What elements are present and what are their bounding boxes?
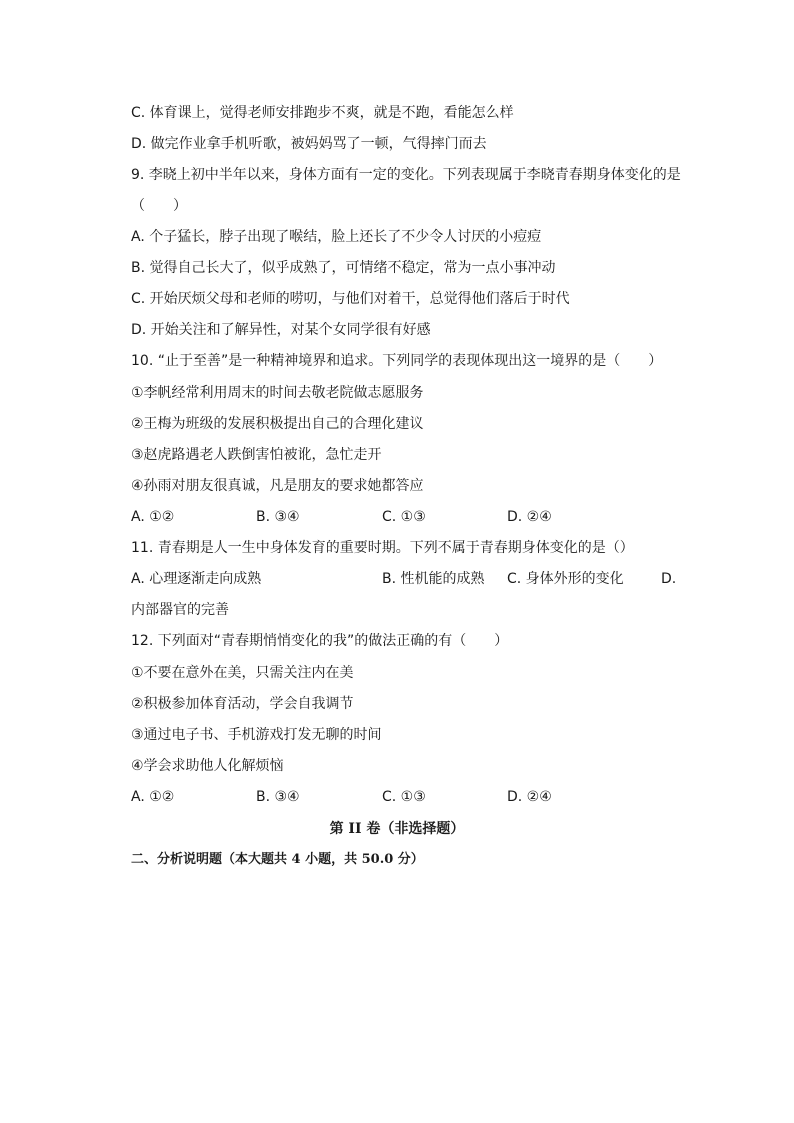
section-title: 第 II 卷（非选择题）: [329, 821, 465, 837]
question-12-option-a: A. ①②: [131, 789, 175, 805]
question-10-options: [131, 507, 691, 527]
question-10-statement-3: ③赵虎路遇老人跌倒害怕被讹，急忙走开: [131, 447, 382, 463]
question-11: 11. 青春期是人一生中身体发育的重要时期。下列不属于青春期身体变化的是（）: [131, 540, 634, 556]
question-12-option-d: D. ②④: [507, 789, 552, 805]
section-subtitle: 二、分析说明题（本大题共 4 小题，共 50.0 分）: [131, 852, 424, 867]
question-10-statement-2: ②王梅为班级的发展积极提出自己的合理化建议: [131, 416, 424, 432]
question-10-option-a: A. ①②: [131, 509, 175, 525]
question-10-option-b: B. ③④: [256, 509, 300, 525]
question-9-option-c: C. 开始厌烦父母和老师的唠叨，与他们对着干，总觉得他们落后于时代: [131, 291, 570, 307]
question-10: 10. “止于至善”是一种精神境界和追求。下列同学的表现体现出这一境界的是（ ）: [131, 353, 663, 369]
question-11-option-b: B. 性机能的成熟: [382, 571, 485, 587]
question-12-statement-4: ④学会求助他人化解烦恼: [131, 758, 284, 774]
question-11-option-d: D.: [661, 571, 677, 587]
question-9-option-a: A. 个子猛长，脖子出现了喉结，脸上还长了不少令人讨厌的小痘痘: [131, 229, 542, 245]
question-11-option-d-continued: 内部器官的完善: [131, 602, 229, 618]
question-12-options: [131, 787, 691, 807]
question-9-option-b: B. 觉得自己长大了，似乎成熟了，可情绪不稳定，常为一点小事冲动: [131, 260, 556, 276]
question-11-option-c: C. 身体外形的变化: [507, 571, 624, 587]
question-12-statement-1: ①不要在意外在美，只需关注内在美: [131, 665, 354, 681]
question-9-option-d: D. 开始关注和了解异性，对某个女同学很有好感: [131, 322, 431, 338]
question-10-statement-4: ④孙雨对朋友很真诚，凡是朋友的要求她都答应: [131, 478, 424, 494]
question-10-option-c: C. ①③: [382, 509, 426, 525]
question-12: 12. 下列面对“青春期悄悄变化的我”的做法正确的有（ ）: [131, 633, 509, 649]
question-10-option-d: D. ②④: [507, 509, 552, 525]
question-10-statement-1: ①李帆经常利用周末的时间去敬老院做志愿服务: [131, 385, 424, 401]
question-11-option-a: A. 心理逐渐走向成熟: [131, 571, 262, 587]
question-11-options: [131, 569, 691, 589]
question-12-statement-3: ③通过电子书、手机游戏打发无聊的时间: [131, 727, 382, 743]
option-c-prev: C. 体育课上，觉得老师安排跑步不爽，就是不跑，看能怎么样: [131, 105, 514, 121]
question-9: 9. 李晓上初中半年以来，身体方面有一定的变化。下列表现属于李晓青春期身体变化的是: [131, 167, 681, 183]
question-12-option-b: B. ③④: [256, 789, 300, 805]
question-9-answer-blank: （ ）: [131, 198, 187, 214]
option-d-prev: D. 做完作业拿手机听歌，被妈妈骂了一顿，气得摔门而去: [131, 136, 487, 152]
question-12-option-c: C. ①③: [382, 789, 426, 805]
question-12-statement-2: ②积极参加体育活动，学会自我调节: [131, 696, 354, 712]
